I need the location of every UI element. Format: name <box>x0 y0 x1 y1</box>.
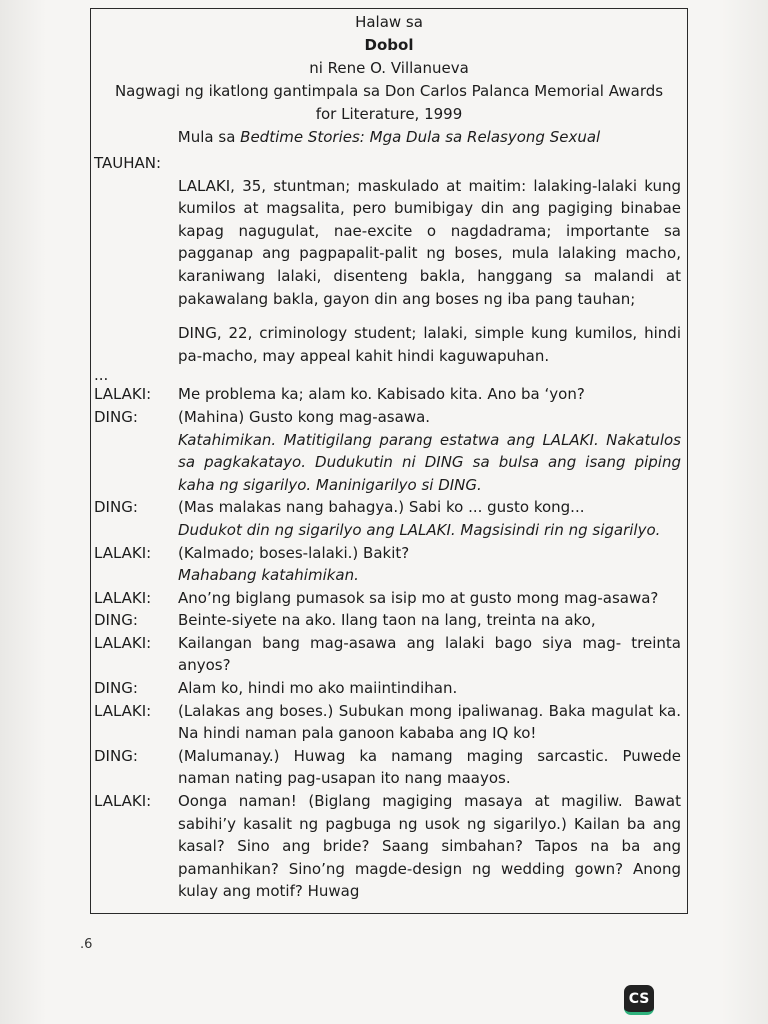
page-number: .6 <box>80 937 93 952</box>
speaker: LALAKI: <box>94 792 152 811</box>
speaker: DING: <box>94 746 138 765</box>
dialogue-line <box>91 542 687 565</box>
line-text: (Lalakas ang boses.) Subukan mong ipaliwanag. Baka magulat ka. Na hindi naman pala ganoon kababa ang IQ ko! <box>178 701 681 743</box>
speaker: LALAKI: <box>94 385 152 404</box>
text-frame <box>90 8 688 914</box>
dialogue-line <box>91 609 687 632</box>
author-line: ni Rene O. Villanueva <box>309 59 469 77</box>
line-text: Oonga naman! (Biglang magiging masaya at magiliw. Bawat sabihi’y kasalit ng pagbuga ng usok ng sigarilyo.) Kailan ba ang kasal? Sino ang bride? Saang simbahan? Tapos na ba ang pamanhikan? Sino’ng magde-design ng wedding gown? Anong kulay ang motif? Huwag <box>178 792 681 901</box>
ellipsis: ... <box>94 366 109 385</box>
line-text: (Kalmado; boses-lalaki.) Bakit? <box>178 543 410 562</box>
header <box>91 9 687 149</box>
stage-direction <box>91 564 687 587</box>
line-text: Ano’ng biglang pumasok sa isip mo at gusto mong mag-asawa? <box>178 588 659 607</box>
dialogue-line <box>91 745 687 790</box>
camscanner-logo: CS <box>624 985 654 1015</box>
play-body <box>91 152 687 903</box>
play-title: Dobol <box>364 36 414 54</box>
dialogue-line <box>91 406 687 429</box>
direction-text: Dudukot din ng sigarilyo ang LALAKI. Magsisindi rin ng sigarilyo. <box>178 520 661 539</box>
dialogue-line <box>91 383 687 406</box>
speaker: DING: <box>94 611 138 630</box>
speaker: LALAKI: <box>94 588 152 607</box>
speaker: DING: <box>94 679 138 698</box>
line-text: Alam ko, hindi mo ako maiintindihan. <box>178 679 458 698</box>
speaker <box>91 519 178 542</box>
speaker: LALAKI: <box>94 633 152 652</box>
line-text: Beinte-siyete na ako. Ilang taon na lang, treinta na ako, <box>178 611 596 630</box>
award-line-2: for Literature, 1999 <box>315 105 463 123</box>
speaker <box>91 564 178 587</box>
line-text: (Malumanay.) Huwag ka namang maging sarcastic. Puwede naman nating pag-usapan ito nang maayos. <box>178 746 681 788</box>
direction-text: Mahabang katahimikan. <box>178 566 359 585</box>
source-title: Bedtime Stories: Mga Dula sa Relasyong Sexual <box>240 128 601 146</box>
speaker: LALAKI: <box>94 543 152 562</box>
dialogue-line <box>91 632 687 677</box>
dialogue-line <box>91 700 687 745</box>
tauhan-label: TAUHAN: <box>94 154 162 172</box>
line-text: (Mas malakas nang bahagya.) Sabi ko ... gusto kong... <box>178 498 585 517</box>
speaker: LALAKI: <box>94 701 152 720</box>
source-prefix: Mula sa <box>177 128 241 146</box>
source-line <box>91 126 687 149</box>
stage-direction <box>91 519 687 542</box>
dialogue-line <box>91 790 687 903</box>
character-lalaki: LALAKI, 35, stuntman; maskulado at maitim: lalaking-lalaki kung kumilos at magsalita, pero bumibigay din ang pagiging binabae kapag nagugulat, nae-excite o nagdadrama; importante sa pagganap ang pagpapalit-palit ng boses, mula lalaking macho, karaniwang lalaki, disenteng bakla, hanggang sa malandi at pakawalang bakla, gayon din ang boses ng iba pang tauhan; <box>178 176 681 308</box>
dialogue-line <box>91 587 687 610</box>
award-line-1: Nagwagi ng ikatlong gantimpala sa Don Carlos Palanca Memorial Awards <box>114 82 664 100</box>
line-text: Me problema ka; alam ko. Kabisado kita. Ano ba ‘yon? <box>178 385 585 404</box>
header-line1: Halaw sa <box>355 13 423 31</box>
stage-direction <box>91 429 687 497</box>
speaker <box>91 429 178 497</box>
direction-text: Katahimikan. Matitigilang parang estatwa ang LALAKI. Nakatulos sa pagkakatayo. Dudukutin ni DING sa bulsa ang isang piping kaha ng sigarilyo. Maninigarilyo si DING. <box>178 430 681 494</box>
character-ding: DING, 22, criminology student; lalaki, simple kung kumilos, hindi pa-macho, may appeal kahit hindi kaguwapuhan. <box>178 324 681 365</box>
speaker: DING: <box>94 407 138 426</box>
dialogue-line <box>91 496 687 519</box>
dialogue-line <box>91 677 687 700</box>
line-text: (Mahina) Gusto kong mag-asawa. <box>178 407 431 426</box>
speaker: DING: <box>94 498 138 517</box>
line-text: Kailangan bang mag-asawa ang lalaki bago siya mag- treinta anyos? <box>178 633 681 675</box>
